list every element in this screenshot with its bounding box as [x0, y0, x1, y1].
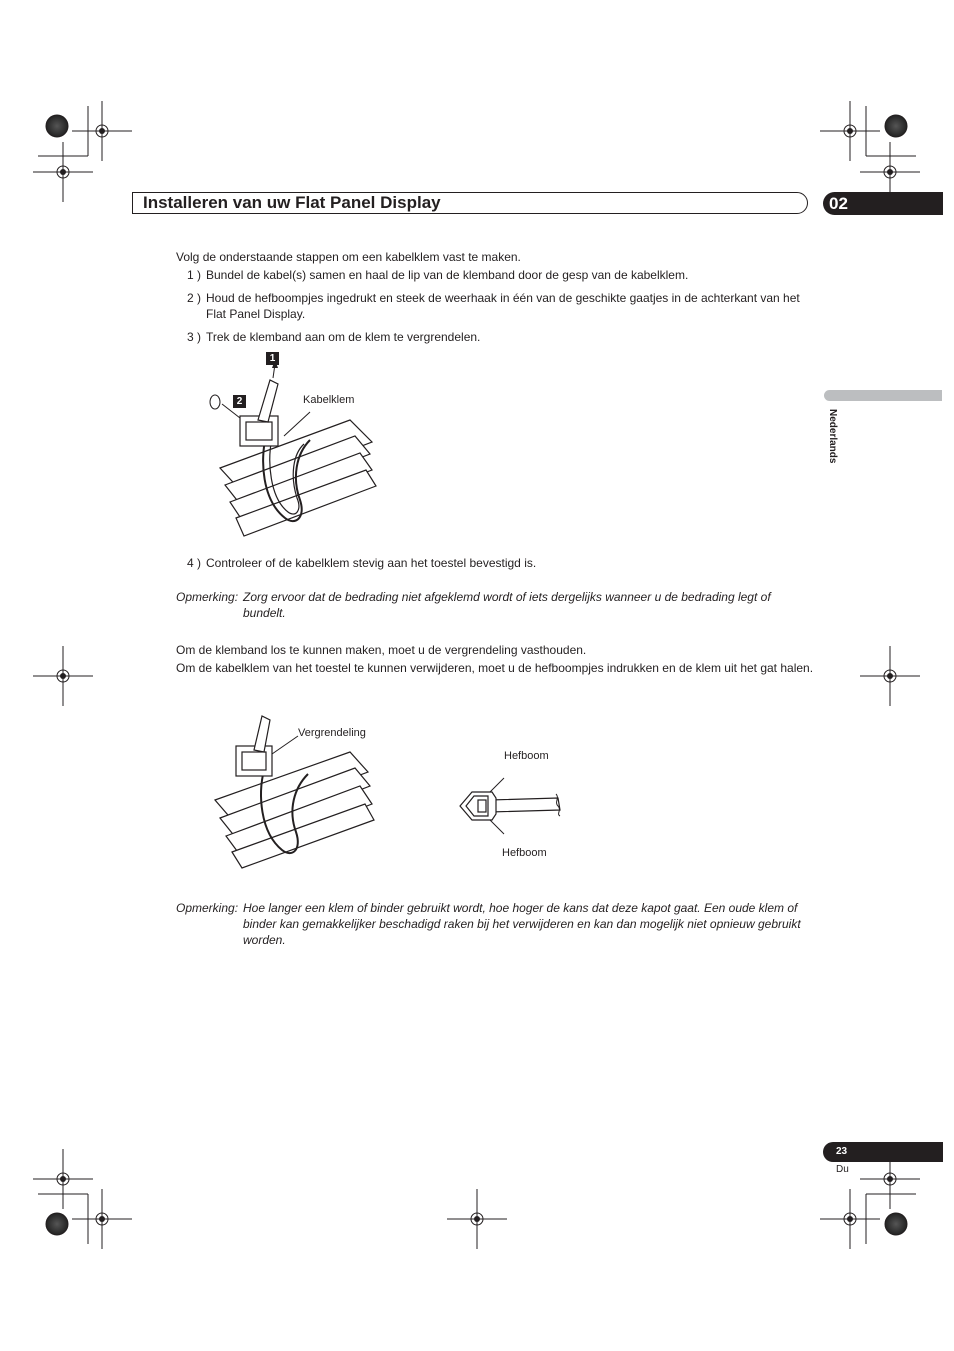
note-label: Opmerking: [176, 901, 239, 915]
step-item [176, 329, 816, 345]
page-title: Installeren van uw Flat Panel Display [143, 193, 441, 212]
step-number: 1 ) [186, 268, 201, 282]
language-tab-bar [824, 390, 942, 401]
step-item [176, 555, 816, 571]
step-item [176, 267, 816, 283]
clamp-lever-illustration [450, 770, 580, 840]
language-tab-label: Nederlands [827, 409, 838, 464]
step-badge-2: 2 [233, 395, 246, 408]
steps-list-top [176, 267, 816, 345]
label-vergrendeling: Vergrendeling [298, 727, 366, 739]
intro-text: Volg de onderstaande stappen om een kabelklem vast te maken. [176, 250, 521, 264]
step-text: Controleer of de kabelklem stevig aan het toestel bevestigd is. [206, 556, 537, 570]
paragraph-1: Om de klemband los te kunnen maken, moet u de vergrendeling vasthouden. [176, 643, 587, 657]
note-1 [176, 589, 816, 621]
note-text: Hoe langer een klem of binder gebruikt wordt, hoe hoger de kans dat deze kapot gaat. Een oude klem of binder kan gemakkelijker beschadigd raken bij het verwijderen en kan dan mogelijk niet opnieuw gebruikt worden. [243, 901, 801, 947]
step-number: 4 ) [186, 556, 201, 570]
label-kabelklem: Kabelklem [303, 394, 355, 406]
page-language-code: Du [836, 1164, 849, 1175]
note-2 [176, 900, 816, 948]
label-hefboom-bottom: Hefboom [502, 847, 547, 859]
chapter-number-badge: 02 [823, 192, 943, 215]
step-number: 2 ) [186, 291, 201, 305]
step-text: Bundel de kabel(s) samen en haal de lip van de klemband door de gesp van de kabelklem. [206, 268, 689, 282]
cable-clamp-illustration [200, 350, 400, 540]
step-item [176, 290, 816, 322]
step-badge-1: 1 [266, 352, 279, 365]
page-number: 23 [823, 1142, 943, 1162]
step-number: 3 ) [186, 330, 201, 344]
note-text: Zorg ervoor dat de bedrading niet afgeklemd wordt of iets dergelijks wanneer u de bedrading legt of bundelt. [243, 590, 771, 620]
step-text: Houd de hefboompjes ingedrukt en steek de weerhaak in één van de geschikte gaatjes in de achterkant van het Flat Panel Display. [206, 291, 800, 321]
paragraph-2: Om de kabelklem van het toestel te kunnen verwijderen, moet u de hefboompjes indrukken en de klem uit het gat halen. [176, 661, 814, 675]
note-label: Opmerking: [176, 590, 239, 604]
step-text: Trek de klemband aan om de klem te vergrendelen. [206, 330, 481, 344]
label-hefboom-top: Hefboom [504, 750, 549, 762]
